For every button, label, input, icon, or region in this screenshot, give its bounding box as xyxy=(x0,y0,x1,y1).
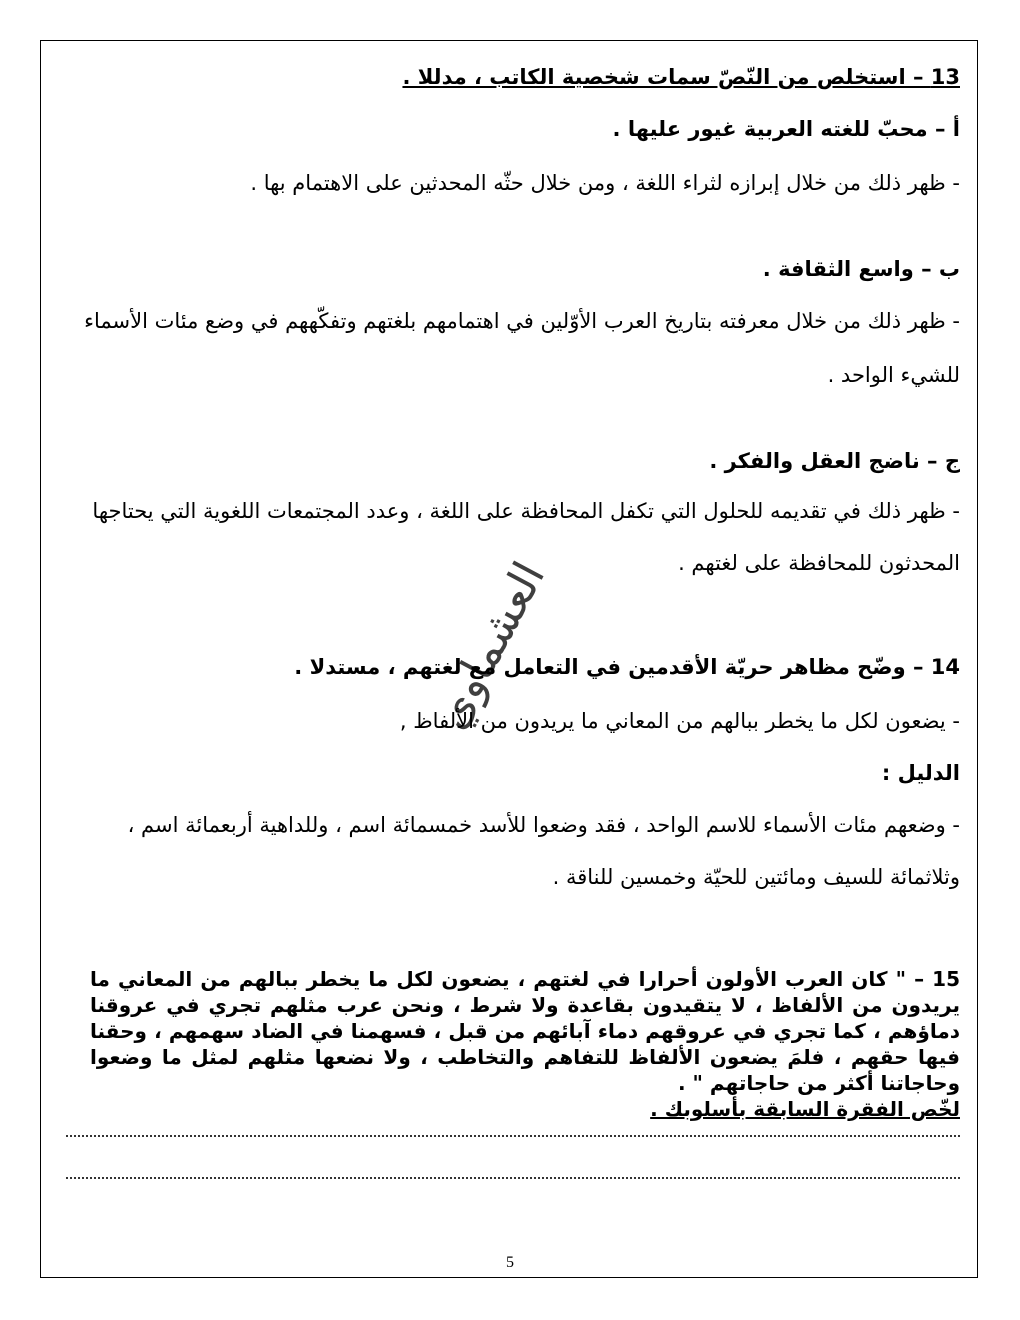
q13-b-text-2: للشيء الواحد . xyxy=(827,363,960,387)
q13-c-title: ج – ناضج العقل والفكر . xyxy=(709,449,960,473)
q14-evidence-2: وثلاثمائة للسيف ومائتين للحيّة وخمسين للناقة . xyxy=(552,865,960,889)
q13-b-title: ب – واسع الثقافة . xyxy=(762,257,960,281)
answer-line-2 xyxy=(66,1177,960,1179)
q15-paragraph xyxy=(90,966,960,1122)
q13-heading: 13 – استخلص من النّصّ سمات شخصية الكاتب ، مدللا . xyxy=(402,65,960,89)
page-number: 5 xyxy=(506,1254,514,1271)
q14-evidence-1: - وضعهم مئات الأسماء للاسم الواحد ، فقد وضعوا للأسد خمسمائة اسم ، وللداهية أربعمائة اسم ، xyxy=(127,813,960,837)
answer-line-1 xyxy=(66,1135,960,1137)
q13-c-text-2: المحدثون للمحافظة على لغتهم . xyxy=(678,551,960,575)
q14-answer: - يضعون لكل ما يخطر ببالهم من المعاني ما يريدون من الألفاظ , xyxy=(399,709,960,733)
q15-instruction: لخّص الفقرة السابقة بأسلوبك . xyxy=(650,1097,960,1121)
q14-heading: 14 – وضّح مظاهر حريّة الأقدمين في التعامل مع لغتهم ، مستدلا . xyxy=(294,655,960,679)
q15-quote: 15 – " كان العرب الأولون أحرارا في لغتهم ، يضعون لكل ما يخطر ببالهم من المعاني ما يريدون من الألفاظ ، لا يتقيدون بقاعدة ولا شرط ، ونحن عرب مثلهم تجري في عروقنا دماؤهم ، كما تجري في عروقهم دماء آبائهم من قبل ، فسهمنا في الضاد سهمهم ، وحقنا فيها حقهم ، فلمَ يضعون الألفاظ للتفاهم والتخاطب ، ولا نضعها مثلهم لمثل ما وضعوا وحاجاتنا أكثر من حاجاتهم " . xyxy=(90,967,960,1095)
q14-evidence-label: الدليل : xyxy=(881,761,960,785)
q13-c-text-1: - ظهر ذلك في تقديمه للحلول التي تكفل المحافظة على اللغة ، وعدد المجتمعات اللغوية التي يحتاجها xyxy=(92,499,960,523)
q13-b-text-1: - ظهر ذلك من خلال معرفته بتاريخ العرب الأوّلين في اهتمامهم بلغتهم وتفكّههم في وضع مئات الأسماء xyxy=(84,309,960,333)
watermark: العشماوي xyxy=(425,553,556,738)
q13-a-text: - ظهر ذلك من خلال إبرازه لثراء اللغة ، ومن خلال حثّه المحدثين على الاهتمام بها . xyxy=(250,171,960,195)
q13-a-title: أ – محبّ للغته العربية غيور عليها . xyxy=(612,117,960,141)
